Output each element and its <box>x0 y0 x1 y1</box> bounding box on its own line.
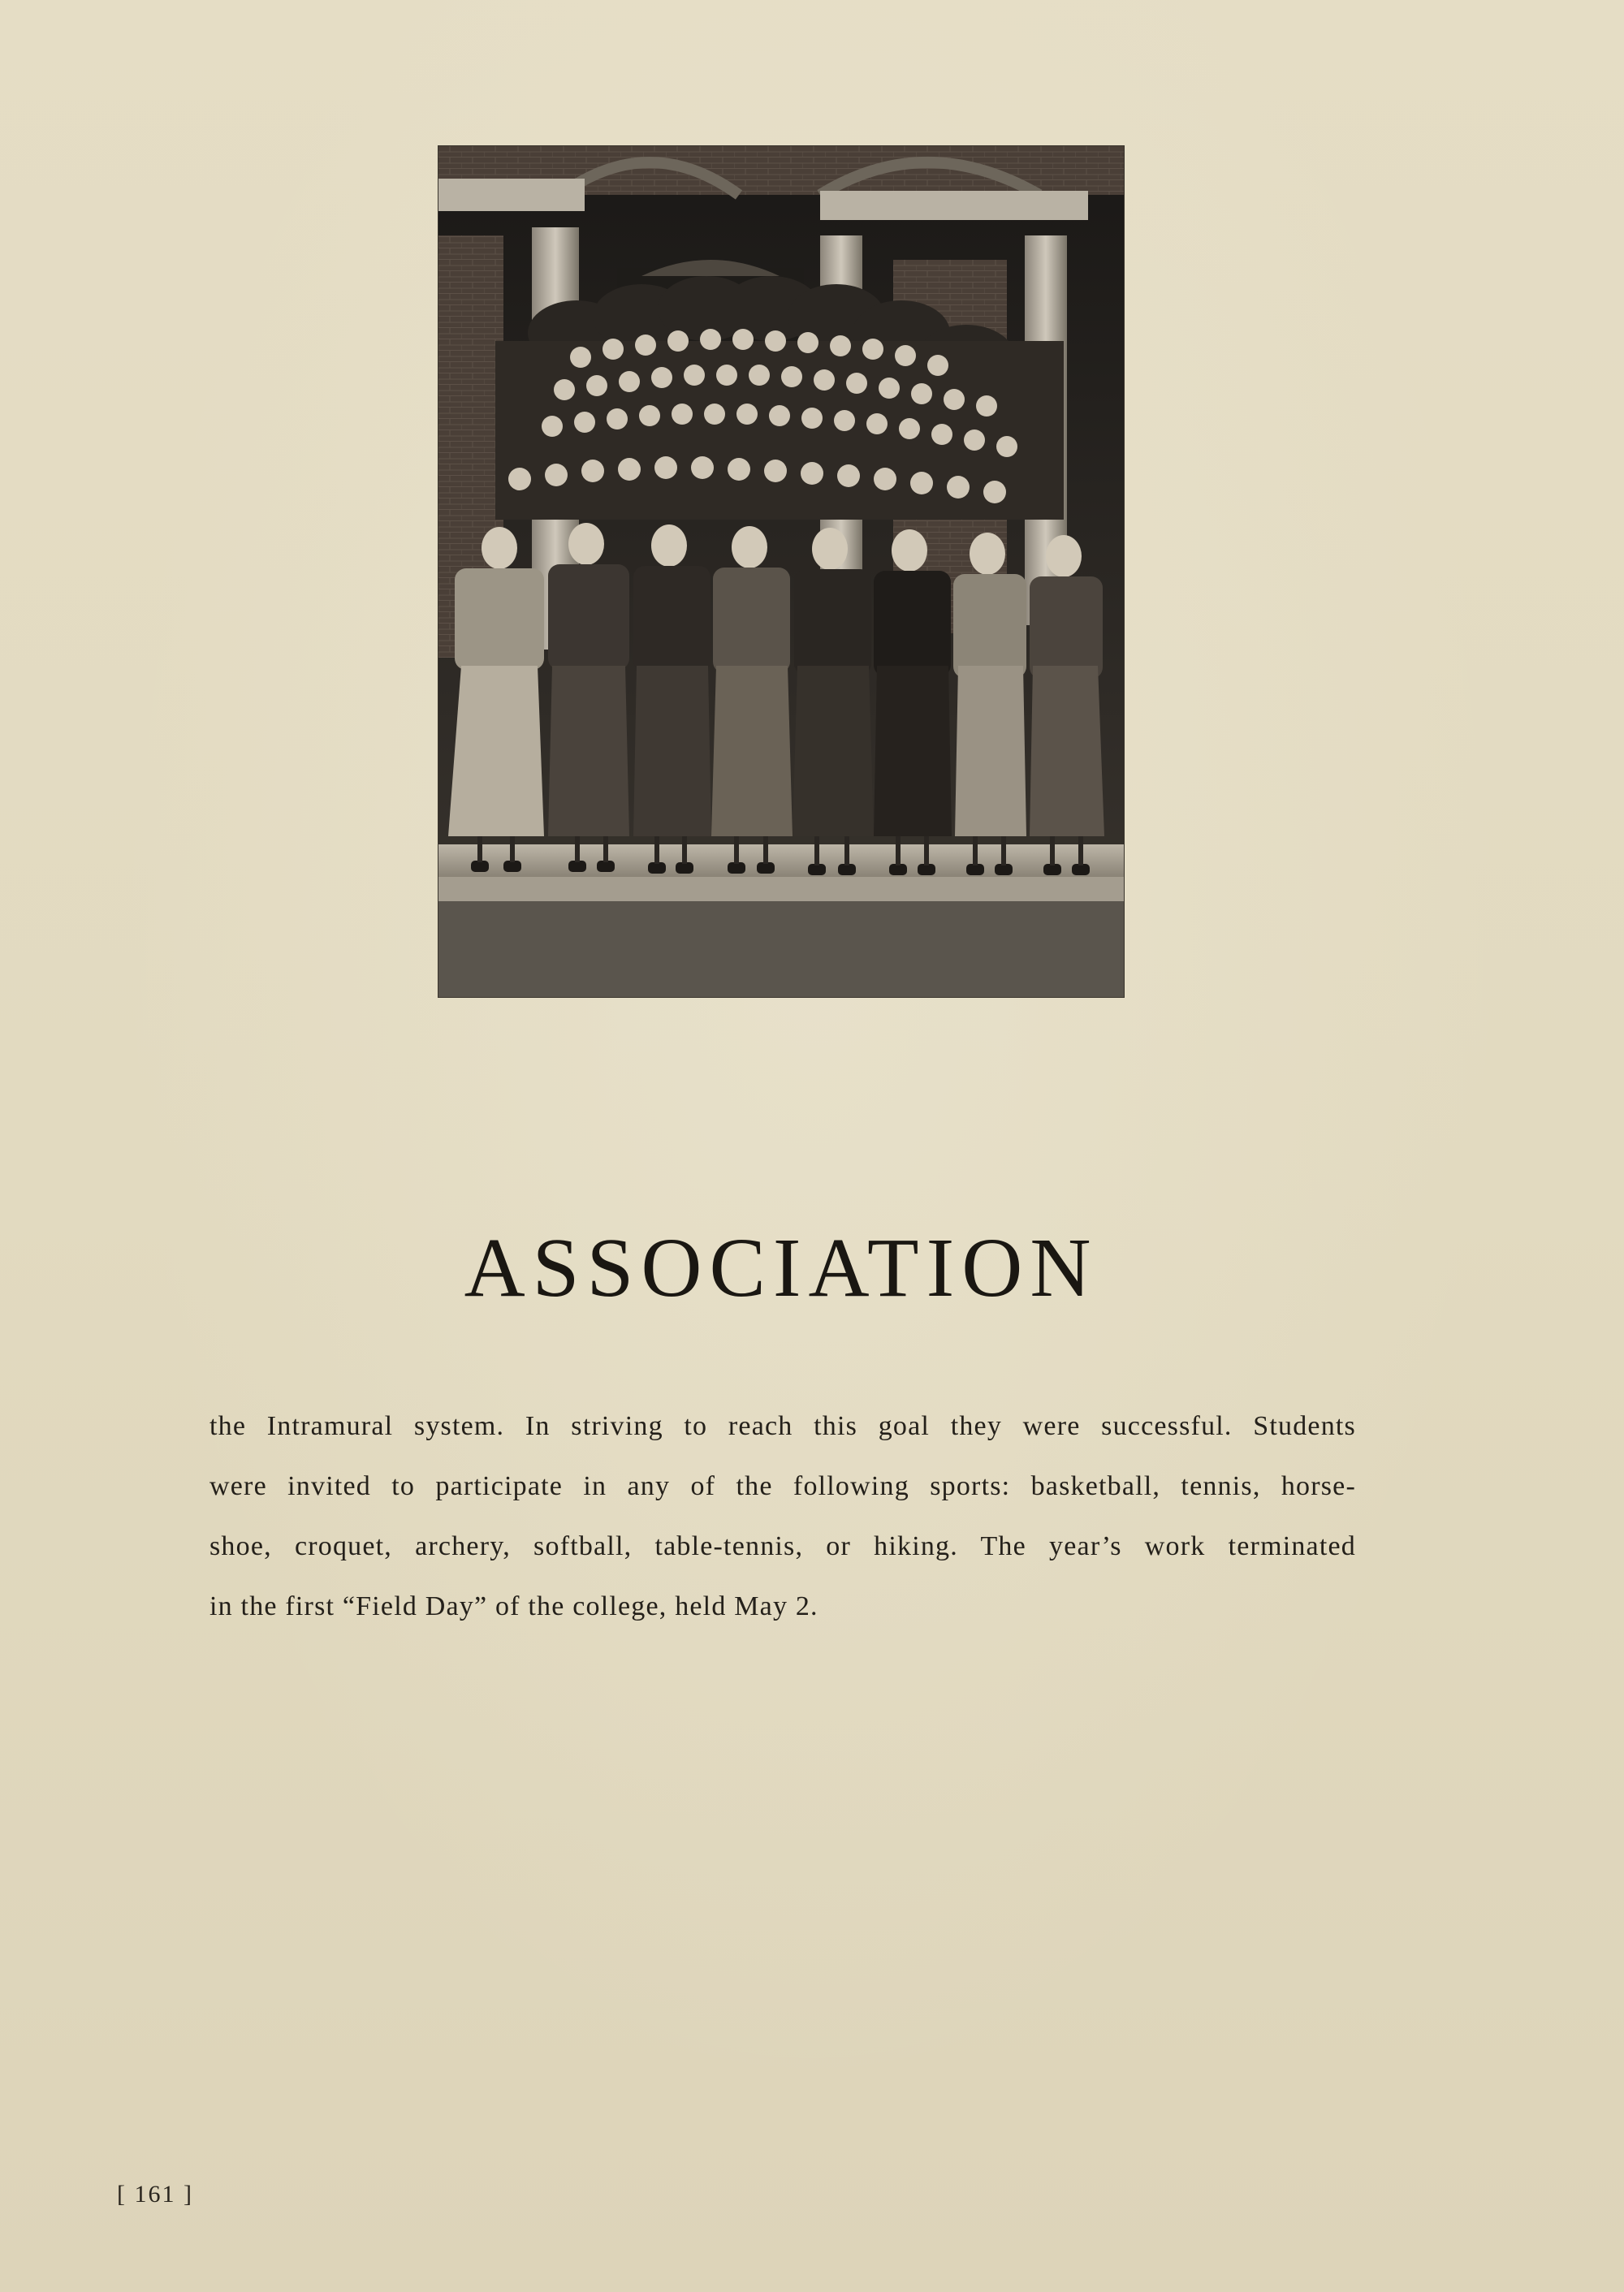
group-photo-icon <box>438 146 1124 997</box>
body-line: the Intramural system. In striving to reach this goal they were successful. Students <box>209 1411 1356 1441</box>
body-line: in the first “Field Day” of the college, held May 2. <box>209 1591 818 1621</box>
body-paragraph <box>209 1396 1356 1637</box>
body-line: shoe, croquet, archery, softball, table-tennis, or hiking. The year’s work terminated <box>209 1531 1356 1561</box>
group-photo <box>438 146 1124 997</box>
page-number: [ 161 ] <box>117 2181 193 2208</box>
body-line: were invited to participate in any of the following sports: basketball, tennis, horse- <box>209 1471 1356 1501</box>
page-title: ASSOCIATION <box>464 1221 1099 1314</box>
